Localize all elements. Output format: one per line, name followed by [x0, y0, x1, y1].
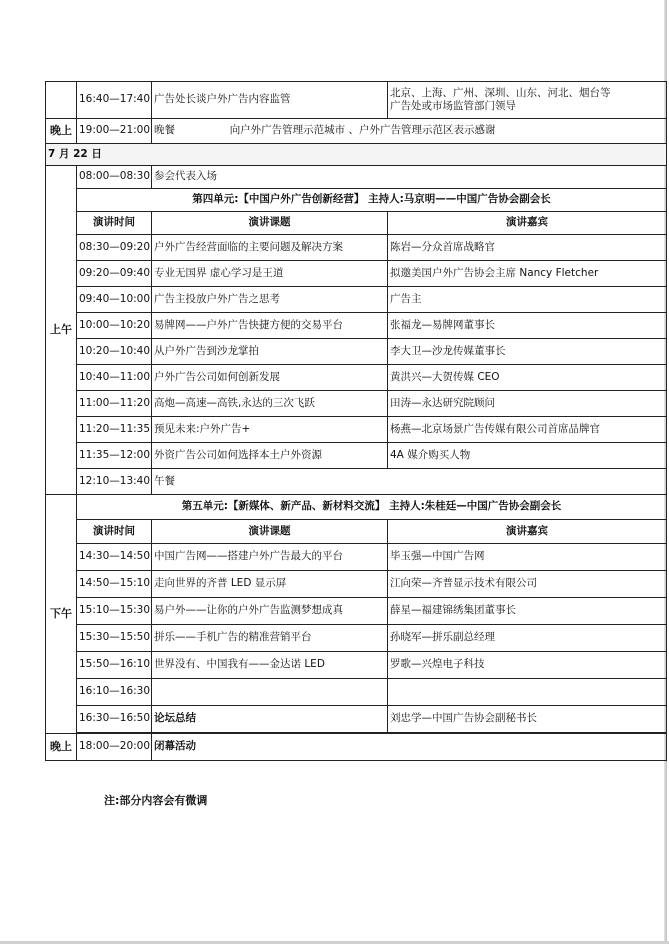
time-cell: 14:50—15:10	[77, 571, 152, 598]
table-row	[46, 469, 667, 495]
header-speaker: 演讲嘉宾	[388, 520, 667, 544]
speaker-cell: 薛星—福建锦绣集团董事长	[388, 598, 667, 625]
speaker-cell: 黄洪兴—大贺传媒 CEO	[388, 365, 667, 391]
topic-cell: 专业无国界 虚心学习是王道	[152, 261, 388, 287]
speaker-cell: 陈岩—分众首席战略官	[388, 235, 667, 261]
topic-cell: 世界没有、中国我有——金达诺 LED	[152, 652, 388, 679]
speaker-cell: 田涛—永达研究院顾问	[388, 391, 667, 417]
speaker-cell	[388, 679, 667, 706]
topic-cell: 论坛总结	[152, 706, 388, 733]
speaker-line: 广告处或市场监管部门领导	[390, 100, 516, 112]
speaker-cell: 江向荣—齐普显示技术有限公司	[388, 571, 667, 598]
table-row	[46, 166, 667, 189]
table-row	[46, 417, 667, 443]
topic-cell: 午餐	[152, 469, 667, 495]
time-cell: 18:00—20:00	[77, 734, 152, 761]
time-cell: 11:35—12:00	[77, 443, 152, 469]
topic-cell: 参会代表入场	[152, 166, 667, 189]
speaker-cell	[388, 82, 667, 119]
table-row	[46, 82, 667, 119]
speaker-cell: 广告主	[388, 287, 667, 313]
time-cell: 16:30—16:50	[77, 706, 152, 733]
table-row	[46, 598, 667, 625]
speaker-cell: 4A 媒介购买人物	[388, 443, 667, 469]
table-row	[46, 339, 667, 365]
time-cell: 11:00—11:20	[77, 391, 152, 417]
time-cell: 11:20—11:35	[77, 417, 152, 443]
topic-cell: 拼乐——手机广告的精准营销平台	[152, 625, 388, 652]
header-topic: 演讲课题	[152, 212, 388, 235]
topic-cell: 走向世界的齐普 LED 显示屏	[152, 571, 388, 598]
table-row	[46, 365, 667, 391]
speaker-cell: 罗歌—兴煌电子科技	[388, 652, 667, 679]
period-label: 下午	[46, 495, 77, 734]
speaker-line: 北京、上海、广州、深圳、山东、河北、烟台等	[390, 86, 611, 99]
speaker-cell: 拟邀美国户外广告协会主席 Nancy Fletcher	[388, 261, 667, 287]
time-cell: 14:30—14:50	[77, 544, 152, 571]
period-label: 晚上	[46, 119, 77, 144]
table-row	[46, 544, 667, 571]
table-row	[46, 119, 667, 144]
period-label: 上午	[46, 166, 77, 495]
header-speaker: 演讲嘉宾	[388, 212, 667, 235]
section-title-row	[46, 189, 667, 212]
table-row	[46, 391, 667, 417]
time-cell: 09:40—10:00	[77, 287, 152, 313]
time-cell: 10:20—10:40	[77, 339, 152, 365]
table-row	[46, 734, 667, 761]
topic-cell: 易牌网——户外广告快捷方便的交易平台	[152, 313, 388, 339]
speaker-cell: 毕玉强—中国广告网	[388, 544, 667, 571]
date-label: 7 月 22 日	[46, 144, 667, 166]
time-cell: 15:10—15:30	[77, 598, 152, 625]
topic-cell: 高炮—高速—高铁,永达的三次飞跃	[152, 391, 388, 417]
period-label: 晚上	[46, 734, 77, 761]
header-time: 演讲时间	[77, 520, 152, 544]
table-row	[46, 571, 667, 598]
section-title: 第五单元:【新媒体、新产品、新材料交流】 主持人:朱桂廷—中国广告协会副会长	[77, 495, 667, 520]
table-row	[46, 625, 667, 652]
table-row	[46, 261, 667, 287]
period-cell	[46, 82, 77, 119]
table-row	[46, 287, 667, 313]
speaker-cell: 刘忠学—中国广告协会副秘书长	[388, 706, 667, 733]
time-cell: 08:30—09:20	[77, 235, 152, 261]
section-title: 第四单元:【中国户外广告创新经营】 主持人:马京明——中国广告协会副会长	[77, 189, 667, 212]
topic-cell: 从户外广告到沙龙掌拍	[152, 339, 388, 365]
header-row	[46, 212, 667, 235]
time-cell: 16:40—17:40	[77, 82, 152, 119]
topic-cell	[152, 119, 667, 144]
topic-cell: 预见未来:户外广告+	[152, 417, 388, 443]
table-row	[46, 443, 667, 469]
date-row	[46, 144, 667, 166]
footnote: 注:部分内容会有微调	[104, 794, 208, 807]
time-cell: 09:20—09:40	[77, 261, 152, 287]
time-cell: 12:10—13:40	[77, 469, 152, 495]
header-row	[46, 520, 667, 544]
speaker-cell: 李大卫—沙龙传媒董事长	[388, 339, 667, 365]
header-topic: 演讲课题	[152, 520, 388, 544]
dinner-note: 向户外广告管理示范城市 、户外广告管理示范区表示感谢	[229, 124, 496, 137]
time-cell: 10:40—11:00	[77, 365, 152, 391]
header-time: 演讲时间	[77, 212, 152, 235]
topic-cell: 中国广告网——搭建户外广告最大的平台	[152, 544, 388, 571]
topic-cell	[152, 679, 388, 706]
section-title-row	[46, 495, 667, 520]
time-cell: 15:30—15:50	[77, 625, 152, 652]
time-cell: 10:00—10:20	[77, 313, 152, 339]
topic-cell: 广告处长谈户外广告内容监管	[152, 82, 388, 119]
speaker-cell: 张福龙—易牌网董事长	[388, 313, 667, 339]
speaker-cell: 杨燕—北京场景广告传媒有限公司首席品牌官	[388, 417, 667, 443]
time-cell: 08:00—08:30	[77, 166, 152, 189]
time-cell: 19:00—21:00	[77, 119, 152, 144]
topic-cell: 户外广告经营面临的主要问题及解决方案	[152, 235, 388, 261]
topic-cell: 户外广告公司如何创新发展	[152, 365, 388, 391]
schedule-table	[45, 81, 667, 761]
speaker-cell: 孙晓军—拼乐副总经理	[388, 625, 667, 652]
time-cell: 16:10—16:30	[77, 679, 152, 706]
topic-cell: 易户外——让你的户外广告监测梦想成真	[152, 598, 388, 625]
time-cell: 15:50—16:10	[77, 652, 152, 679]
table-row	[46, 652, 667, 679]
table-row	[46, 235, 667, 261]
topic-cell: 外资广告公司如何选择本土户外资源	[152, 443, 388, 469]
table-row	[46, 313, 667, 339]
topic-cell: 闭幕活动	[152, 734, 667, 761]
table-row	[46, 679, 667, 706]
topic-cell: 广告主投放户外广告之思考	[152, 287, 388, 313]
table-row	[46, 706, 667, 733]
dinner-label: 晚餐	[154, 124, 175, 137]
